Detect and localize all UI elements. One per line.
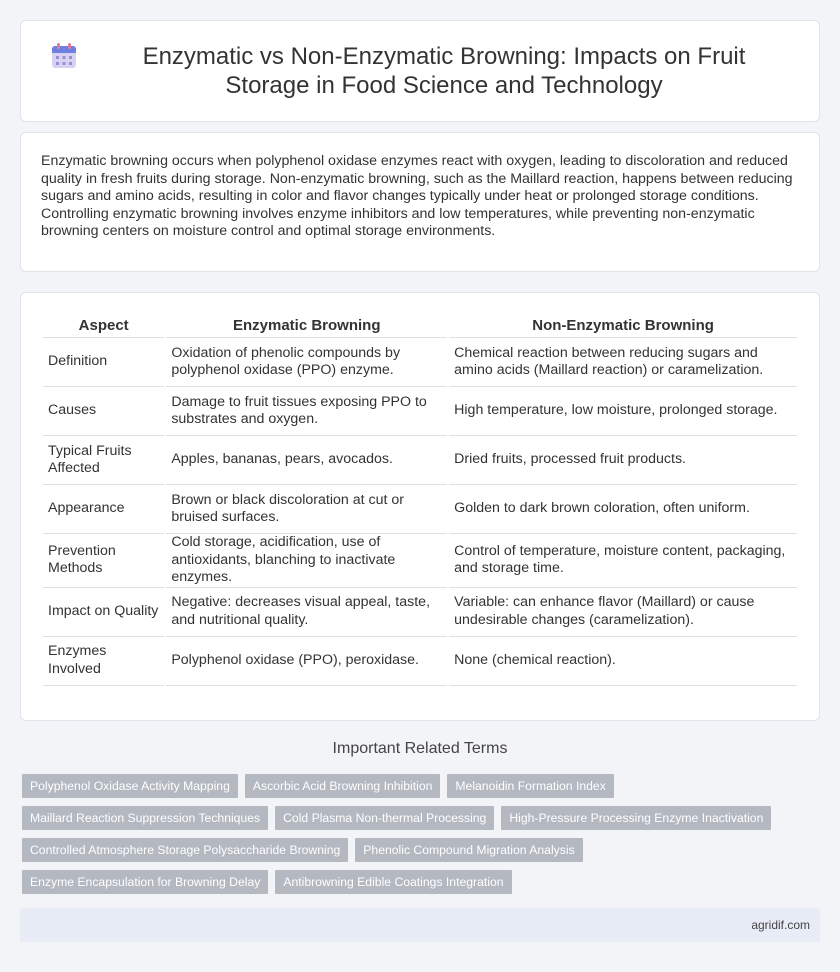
cell-enzymatic: Brown or black discoloration at cut or bruised surfaces. — [166, 485, 447, 534]
cell-enzymatic: Oxidation of phenolic compounds by polyphenol oxidase (PPO) enzyme. — [166, 338, 447, 387]
intro-paragraph: Enzymatic browning occurs when polyphenol oxidase enzymes react with oxygen, leading to discoloration and reduced quality in fresh fruits during storage. Non-enzymatic browning, such as the Maillard reaction, happens between reducing sugars and amino acids, resulting in color and flavor changes typically under heat or prolonged storage conditions. Controlling enzymatic browning involves enzyme inhibitors and low temperatures, while preventing non-enzymatic browning centers on moisture control and optimal storage environments. — [41, 153, 793, 240]
cell-aspect: Causes — [43, 387, 164, 436]
header-aspect: Aspect — [43, 315, 164, 338]
table-row — [43, 534, 797, 588]
footer-site-link[interactable]: agridif.com — [751, 918, 810, 932]
cell-non-enzymatic: Control of temperature, moisture content, packaging, and storage time. — [449, 534, 797, 588]
cell-enzymatic: Apples, bananas, pears, avocados. — [166, 436, 447, 485]
tag-row — [22, 806, 822, 830]
related-term-tag[interactable]: Melanoidin Formation Index — [447, 774, 613, 798]
calendar-icon — [51, 43, 77, 69]
tag-row — [22, 774, 822, 798]
related-terms-title: Important Related Terms — [332, 740, 508, 757]
tag-row — [22, 838, 822, 862]
cell-enzymatic: Polyphenol oxidase (PPO), peroxidase. — [166, 637, 447, 686]
table-row — [43, 637, 797, 686]
cell-non-enzymatic: Variable: can enhance flavor (Maillard) or cause undesirable changes (caramelization). — [449, 588, 797, 637]
cell-enzymatic: Damage to fruit tissues exposing PPO to substrates and oxygen. — [166, 387, 447, 436]
cell-aspect: Appearance — [43, 485, 164, 534]
cell-aspect: Impact on Quality — [43, 588, 164, 637]
related-term-tag[interactable]: Maillard Reaction Suppression Techniques — [22, 806, 268, 830]
tag-row — [22, 870, 822, 894]
cell-non-enzymatic: Dried fruits, processed fruit products. — [449, 436, 797, 485]
table-row — [43, 338, 797, 387]
cell-non-enzymatic: High temperature, low moisture, prolonged storage. — [449, 387, 797, 436]
footer — [20, 908, 820, 942]
header-enzymatic: Enzymatic Browning — [166, 315, 447, 338]
cell-enzymatic: Cold storage, acidification, use of antioxidants, blanching to inactivate enzymes. — [166, 534, 447, 588]
cell-aspect: Enzymes Involved — [43, 637, 164, 686]
cell-aspect: Prevention Methods — [43, 534, 164, 588]
related-term-tag[interactable]: Controlled Atmosphere Storage Polysaccharide Browning — [22, 838, 348, 862]
related-term-tag[interactable]: Cold Plasma Non-thermal Processing — [275, 806, 494, 830]
table-row — [43, 436, 797, 485]
comparison-table-card — [20, 292, 820, 721]
cell-enzymatic: Negative: decreases visual appeal, taste, and nutritional quality. — [166, 588, 447, 637]
header-non-enzymatic: Non-Enzymatic Browning — [449, 315, 797, 338]
related-term-tag[interactable]: Enzyme Encapsulation for Browning Delay — [22, 870, 268, 894]
cell-aspect: Typical Fruits Affected — [43, 436, 164, 485]
cell-non-enzymatic: None (chemical reaction). — [449, 637, 797, 686]
table-row — [43, 387, 797, 436]
related-term-tag[interactable]: Ascorbic Acid Browning Inhibition — [245, 774, 441, 798]
table-row — [43, 485, 797, 534]
header-card — [20, 20, 820, 122]
related-term-tag[interactable]: Antibrowning Edible Coatings Integration — [275, 870, 511, 894]
intro-card — [20, 132, 820, 272]
related-term-tag[interactable]: Phenolic Compound Migration Analysis — [355, 838, 582, 862]
cell-non-enzymatic: Golden to dark brown coloration, often uniform. — [449, 485, 797, 534]
related-terms-list — [22, 774, 822, 902]
table-row — [43, 588, 797, 637]
related-term-tag[interactable]: Polyphenol Oxidase Activity Mapping — [22, 774, 238, 798]
page-title: Enzymatic vs Non-Enzymatic Browning: Impacts on Fruit Storage in Food Science and Technology — [142, 43, 746, 99]
related-term-tag[interactable]: High-Pressure Processing Enzyme Inactivation — [501, 806, 771, 830]
cell-aspect: Definition — [43, 338, 164, 387]
comparison-table — [41, 315, 799, 686]
cell-non-enzymatic: Chemical reaction between reducing sugars and amino acids (Maillard reaction) or caramelization. — [449, 338, 797, 387]
